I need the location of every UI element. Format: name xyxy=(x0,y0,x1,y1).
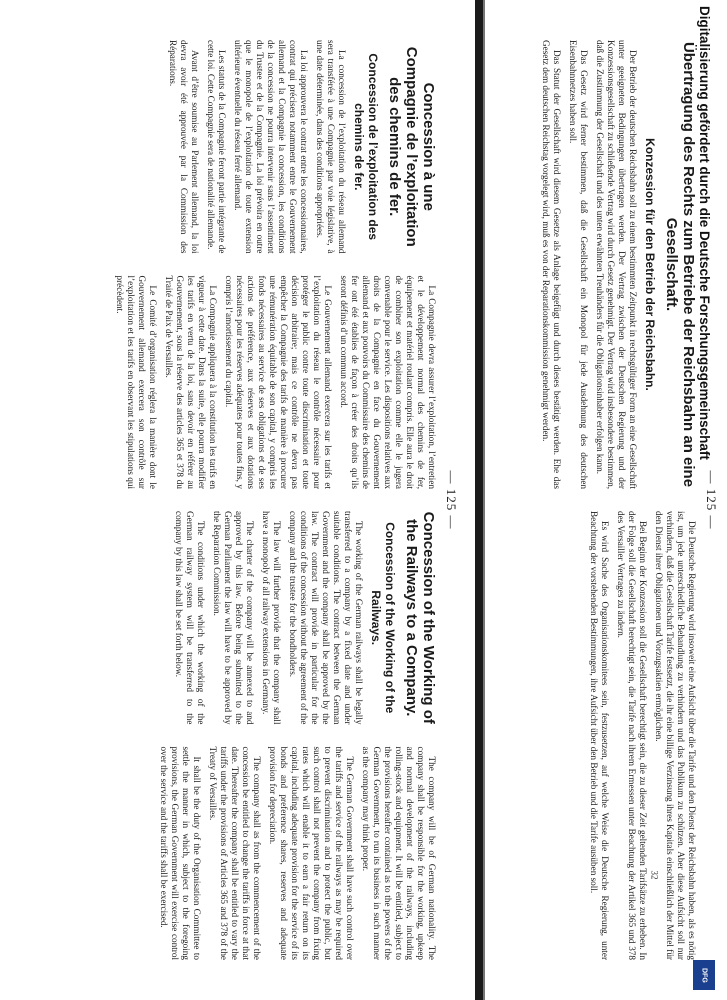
german-column xyxy=(489,40,697,489)
french-subtitle: Concession de l’exploitation des chemins de fer. xyxy=(352,53,380,241)
paragraph: Es wird Sache des Organisationskomitees sein, festzusetzen, auf welche Weise die Deutsche Regierung, unter Beachtung der vorstehenden Bestimmungen, ihre Aufsicht über den Betrieb und die Tarife ausüben soll. xyxy=(589,511,610,960)
digitization-note-text: Digitalisierung gefördert durch die Deutsche Forschungsgemeinschaft xyxy=(697,6,712,460)
paragraph: The company will be of German nationality. The company shall be responsible for the working, upkeep and normal development of the railways, including rolling-stock and equipment. It will be entitled, subject to the provisions hereafter contained as to the powers of the German Government, to run its business in such manner as the company may think proper. xyxy=(361,746,437,960)
page-number: — 125 — xyxy=(444,470,459,530)
paragraph: The law will further provide that the company shall have a monopoly of all railway extensions in Germany. xyxy=(261,511,282,725)
french-column-continued xyxy=(0,276,437,490)
paragraph: The working of the German railways shall be legally transferred to a company by a fixed date and under suitable conditions. The contract between the German Government and the company shall be approved by the law. The contract will provide in particular for the conditions of the concession without the agreement of the company and the trustee for the bondholders. xyxy=(288,511,364,725)
german-subtitle: Konzession für den Betrieb der Reichsbahn. xyxy=(643,138,657,391)
paragraph: Le Comité d’organisation réglera la manière dont le Gouvernement allemand exercera son contrôle sur l’exploitation et les tarifs en observant les stipulations qui précèdent. xyxy=(115,275,158,489)
paragraph: La Compagnie appliquera à la constitution les tarifs en vigueur à cette date. Dans la suite, elle pourra modifier les tarifs en vertu de la loi, sans devoir en référer au Gouvernement, sous la réserve des articles 365 et 378 du Traité de Paix de Versailles. xyxy=(164,275,218,489)
page-number: — 125 — xyxy=(704,470,719,530)
page-gutter xyxy=(475,0,483,1000)
margin-number: 32 xyxy=(649,870,660,880)
paragraph: La Compagnie devra assurer l’exploitation, l’entretien et le développement normal des chemins de fer, équipement et matériel roulant compris. Elle aura le droit de combiner son exploitation comme elle le jugera convenable pour le service. Les dispositions relatives aux droits de la Compagnie en face du Gouvernement allemand et aux pouvoirs du Commissaire des chemins de fer ont été établies de façon à créer des droits qu’ils seront définis d’un commun accord. xyxy=(339,275,437,489)
paragraph: La concession de l’exploitation du réseau allemand sera transférée à une Compagnie par voie législative, à une date déterminée, dans des conditions appropriées. xyxy=(315,40,347,254)
paragraph: Das Statut der Gesellschaft wird diesem Gesetze als Anlage beigefügt und durch dieses bestätigt werden. Ehe das Gesetz dem deutschen Reichstag vorgelegt wird, muß es von der Reparationskommission genehmigt werden. xyxy=(541,40,562,489)
dfg-logo-icon: DFG xyxy=(693,960,715,990)
gutter-shadow xyxy=(483,0,485,1000)
paragraph: Avant d’être soumise au Parlement allemand, la loi devra avoir été approuvée par la Commission des Réparations. xyxy=(168,40,200,254)
french-title: Concession à une Compagnie de l’exploitation des chemins de fer. xyxy=(386,46,437,247)
paragraph: Die Deutsche Regierung wird insoweit eine Aufsicht über die Tarife und den Dienst der Reichsbahn haben, als es nötig ist, um jede unterschiedliche Behandlung zu verhindern und das Publikum zu schützen. Aber diese Aufsicht soll nur verhindern, daß die Gesellschaft Tarife festsetzt, die ihr eine billige Verzinsung ihres Kapitals einschließlich der Mittel für den Dienst ihrer Obligationen und Vorzugsaktien ermöglichen. xyxy=(654,511,697,960)
paragraph: Le Gouvernement allemand exercera sur les tarifs et l’exploitation du réseau le contrôle nécessaire pour protéger le public contre toute discrimination et toute décision arbitraire; mais ce contrôle ne devra pas empêcher la Compagnie des tarifs de manière à procurer une rémunération équitable de son capital, y compris les fonds nécessaires au service de ses obligations et de ses actions de préférence, aux réserves et aux dotations nécessaires pour les réserves adéquates pour toutes fins, y compris l’amortissement du capital. xyxy=(224,275,333,489)
paragraph: The conditions under which the working of the German railway system will be transferred to the company by this law shall be set forth below. xyxy=(174,511,206,725)
english-column xyxy=(0,511,437,725)
paragraph: Les statuts de la Compagnie feront partie intégrante de cette loi. Cette Compagnie sera de nationalité allemande. xyxy=(206,40,227,254)
paragraph: The charter of the company will be annexed to and approved by this law. Before being submitted to the German Parliament the law will have to be approved by the Reparation Commission. xyxy=(212,511,255,725)
english-column-continued xyxy=(0,747,437,961)
german-title: Übertragung des Rechts zum Betriebe der Reichsbahn an eine Gesellschaft. xyxy=(663,41,697,488)
paragraph: La loi approuvera le contrat entre les concessionnaires, contrat qui précisera notamment entre le Gouvernement allemand et la Compagnie la concession, les conditions de la concession ne pourra intervenir sans l’assentiment du Trustee et de la Compagnie. La loi prévoira en outre que le monopole de l’exploitation de toute extension ultérieure éventuelle du réseau ferré allemand. xyxy=(233,40,309,254)
paragraph: Das Gesetz wird ferner bestimmen, daß die Gesellschaft ein Monopol für jede Ausdehnung des deutschen Eisenbahnnetzes haben soll. xyxy=(568,40,589,489)
digitization-note xyxy=(686,6,722,994)
paragraph: The German Government shall have such control over the tariffs and service of the railways as may be required to prevent discrimination and to protect the public, but such control shall not prevent the company from fixing rates which will enable it to earn a fair return on its capital, including adequate provision for the service of its bonds and preference shares, reserves and adequate provision for depreciation. xyxy=(268,746,355,960)
german-column-continued xyxy=(489,511,697,960)
paragraph: Bei Beginn der Konzession soll die Gesellschaft berechtigt sein, die zu dieser Zeit geltenden Tarifsätze zu erheben. In der Folge soll die Gesellschaft berechtigt sein, die Tarife nach ihrem Ermessen unter Beachtung der Artikel 365 und 378 des Versailler Vertrages zu ändern. xyxy=(616,511,648,960)
paragraph: It shall be the duty of the Organisation Committee to settle the manner in which, subject to the foregoing provisions, the German Government will exercise control over the service and the tariffs shall be exercised. xyxy=(159,746,202,960)
english-subtitle: Concession of the Working of the Railways. xyxy=(369,522,397,714)
english-title: Concession of the Working of the Railways to a Company. xyxy=(403,511,437,724)
paragraph: Der Betrieb der deutschen Reichsbahn soll zu einem bestimmten Zeitpunkt in rechtsgültiger Form an eine Gesellschaft unter geeigneten Bedingungen übertragen werden. Der Vertrag zwischen der Deutschen Regierung und der Konzessionsgesellschaft zu schließende Vertrag wird durch Gesetz genehmigt. Der Vertrag wird insbesondere bestimmen, daß die Zustimmung der Gesellschaft und des unten erwähnten Treuhänders für die Obligationsinhaber erfolgen kann. xyxy=(595,40,638,489)
paragraph: The company shall as from the commencement of the concession be entitled to change the tariffs in force at that date. Thereafter the company shall be entitled to vary the tariffs under the provisions of Articles 365 and 378 of the Treaty of Versailles. xyxy=(208,746,262,960)
french-column xyxy=(0,40,437,254)
